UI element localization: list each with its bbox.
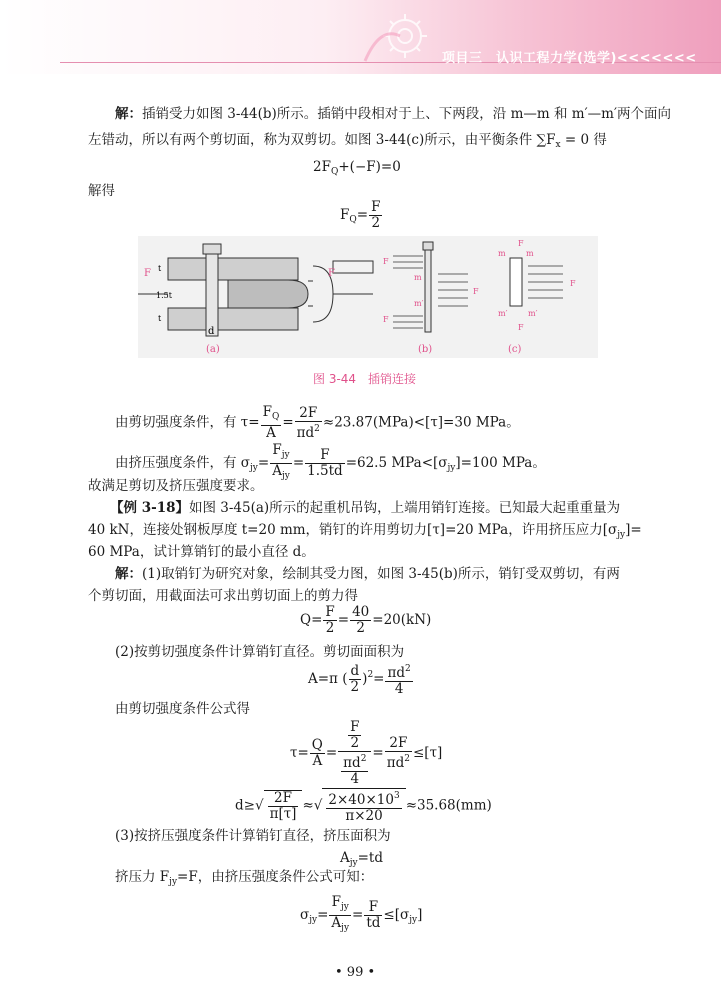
solution-step-3: (3)按挤压强度条件计算销钉直径，挤压面积为 [115,828,391,844]
figure-caption: 图 3-44 插销连接 [313,372,417,386]
svg-text:m′: m′ [498,309,508,318]
shear-formula-intro: 由剪切强度条件公式得 [115,701,250,717]
conclusion-line: 故满足剪切及挤压强度要求。 [88,478,264,494]
svg-text:1.5t: 1.5t [156,291,172,300]
fq-equation: $F_Q=$ $\frac{F}{2}$ [340,199,381,231]
solution-label: 解： [115,106,142,122]
svg-text:F: F [473,287,479,296]
svg-text:t: t [158,314,162,323]
label-b: (b) [418,344,433,355]
svg-text:m′: m′ [528,309,538,318]
example-line-3: 60 MPa，试计算销钉的最小直径 d。 [88,544,315,560]
svg-text:F: F [383,257,389,266]
example-line-2: 40 kN，连接处钢板厚度 t=20 mm，销钉的许用剪切力[τ]=20 MPa，许用挤压应力$[\sigma_{jy}]=$ [88,522,642,540]
svg-text:m: m [526,249,534,258]
svg-text:F: F [570,279,576,288]
bearing-force-line: 挤压力 $F_{jy}=F$，由挤压强度条件公式可知： [115,869,374,887]
solution-paragraph-1-line-2: 左错动，所以有两个剪切面，称为双剪切。如图 3-44(c)所示，由平衡条件 $\sum F_x = 0$ 得 [88,132,607,150]
svg-text:t: t [158,264,162,273]
svg-text:m′: m′ [414,299,424,308]
middle-plate [228,280,308,308]
tau-equation: τ= $\frac{Q}{A}$ = $\frac{\frac{F}{2}}{\frac{\pi d^2}{4}}$ = $\frac{2F}{\pi d^2}$ ≤[τ] [290,719,443,787]
bearing-area-equation: $A_{jy}=td$ [340,850,384,868]
diameter-equation: d≥√ $\frac{2F}{\pi[\tau]}$ ≈√ $\frac{2\times 40\times 10^3}{\pi\times 20}$ ≈35.68(mm) [235,790,492,824]
svg-text:F: F [518,323,524,332]
label-c: (c) [508,344,522,355]
svg-text:F: F [383,315,389,324]
pin-body [206,254,218,336]
upper-plate [168,258,298,280]
sigma-equation: $\sigma_{jy}=$ $\frac{F_{jy}}{A_{jy}}$ = $\frac{F}{td}$ $\le[\sigma_{jy}]$ [300,894,423,933]
page-number: • 99 • [335,965,376,980]
svg-text:m: m [414,273,422,282]
area-equation: A=π ( $\frac{d}{2}$ )$^2$= $\frac{\pi d^2}{4}$ [308,663,411,697]
chapter-header-title: 项目三 认识工程力学(选学)<<<<<<< [442,51,697,66]
bearing-check-line: 由挤压强度条件，有 $\sigma_{jy}=$ $\frac{F_{jy}}{A_{jy}}$ = $\frac{F}{1.5td}$ =62.5 $MPa<[\sigma_{jy}]=100$ MPa。 [115,442,546,481]
solution-paragraph-1: 解：插销受力如图 3-44(b)所示。插销中段相对于上、下两段，沿 m—m 和 m′—m′两个面向 [115,106,672,122]
shear-check-line: 由剪切强度条件，有 τ= $\frac{F_Q}{A}$ = $\frac{2F}{\pi d^2}$ ≈23.87(MPa)<[τ]=30 MPa。 [115,404,520,441]
equilibrium-equation: $2F_Q+(-F)=0$ [313,159,401,177]
solution-step-1: 解：(1)取销钉为研究对象，绘制其受力图，如图 3-45(b)所示，销钉受双剪切，有两 [115,566,620,582]
solution-step-2: (2)按剪切强度条件计算销钉直径。剪切面面积为 [115,644,405,660]
gear-decoration-icon [360,6,440,66]
shear-force-equation: Q= $\frac{F}{2}$ = $\frac{40}{2}$ =20(kN) [300,604,432,636]
force-f-right: F [328,268,335,279]
svg-text:F: F [518,239,524,248]
pin-head [203,244,221,254]
solution-step-1-line-2: 个剪切面，用截面法可求出剪切面上的剪力得 [88,588,358,604]
lower-plate [168,308,298,330]
label-a: (a) [206,344,220,355]
solve-label: 解得 [88,183,115,199]
example-line-1: 【例 3-18】如图 3-45(a)所示的起重机吊钩，上端用销钉连接。已知最大起重重量为 [110,500,621,516]
dimension-d: d [208,326,215,337]
pin-connection-figure [138,236,598,358]
svg-text:m: m [498,249,506,258]
force-f-left: F [144,268,151,279]
